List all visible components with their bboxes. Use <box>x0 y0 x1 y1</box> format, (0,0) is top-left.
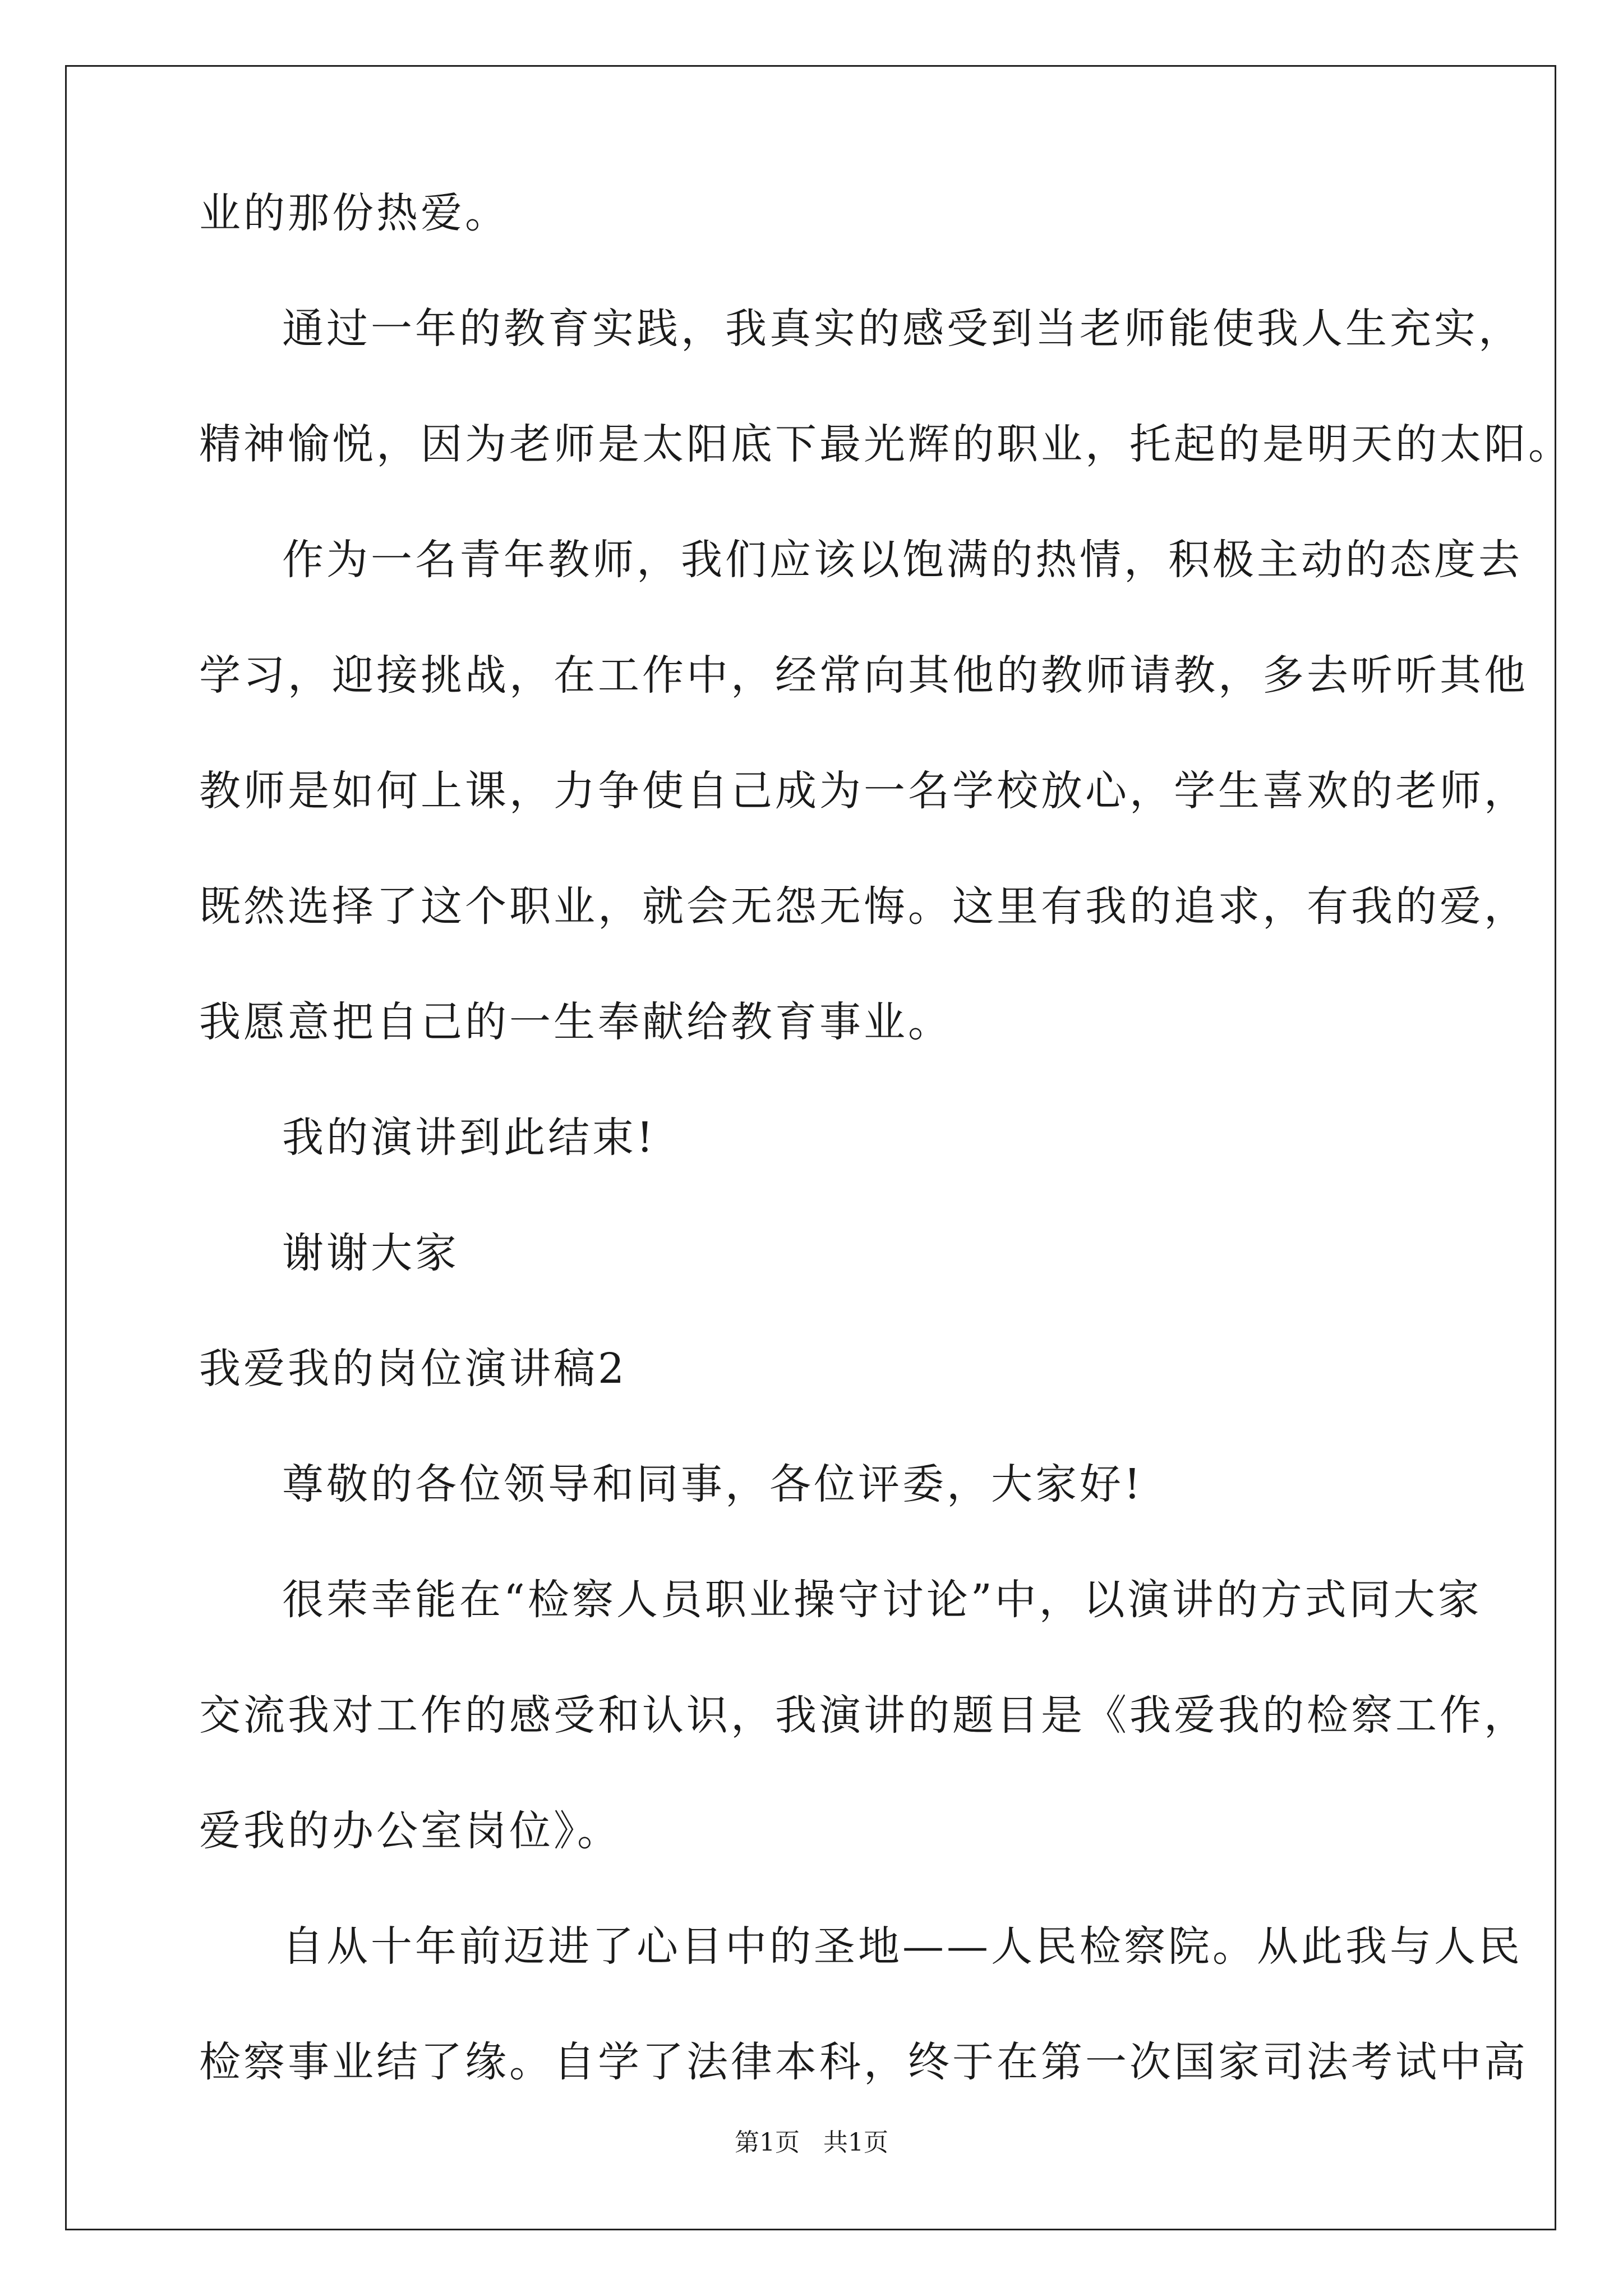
paragraph-line: 很荣幸能在“检察人员职业操守讨论”中，以演讲的方式同大家 <box>282 1576 1482 1624</box>
page-number-footer: 第1页 共1页 <box>735 2128 888 2157</box>
paragraph-line: 我愿意把自己的一生奉献给教育事业。 <box>199 998 952 1046</box>
paragraph-line: 学习，迎接挑战，在工作中，经常向其他的教师请教，多去听听其他 <box>199 651 1528 700</box>
paragraph-line: 谢谢大家 <box>282 1229 459 1277</box>
paragraph-line: 尊敬的各位领导和同事，各位评委，大家好! <box>282 1460 1144 1508</box>
paragraph-line: 教师是如何上课，力争使自己成为一名学校放心，学生喜欢的老师， <box>199 767 1528 815</box>
paragraph-line: 通过一年的教育实践，我真实的感受到当老师能使我人生充实， <box>282 305 1523 353</box>
section-heading: 我爱我的岗位演讲稿2 <box>199 1345 628 1393</box>
paragraph-line: 检察事业结了缘。自学了法律本科，终于在第一次国家司法考试中高 <box>199 2038 1528 2086</box>
paragraph-line: 自从十年前迈进了心目中的圣地——人民检察院。从此我与人民 <box>282 1922 1523 1971</box>
paragraph-line: 我的演讲到此结束! <box>282 1114 656 1162</box>
paragraph-line: 业的那份热爱。 <box>199 189 509 237</box>
paragraph-line: 精神愉悦，因为老师是太阳底下最光辉的职业，托起的是明天的太阳。 <box>199 420 1573 468</box>
paragraph-line: 作为一名青年教师，我们应该以饱满的热情，积极主动的态度去 <box>282 536 1523 584</box>
paragraph-line: 爱我的办公室岗位》。 <box>199 1807 621 1855</box>
paragraph-line: 交流我对工作的感受和认识，我演讲的题目是《我爱我的检察工作， <box>199 1691 1528 1740</box>
paragraph-line: 既然选择了这个职业，就会无怨无悔。这里有我的追求，有我的爱， <box>199 882 1528 931</box>
